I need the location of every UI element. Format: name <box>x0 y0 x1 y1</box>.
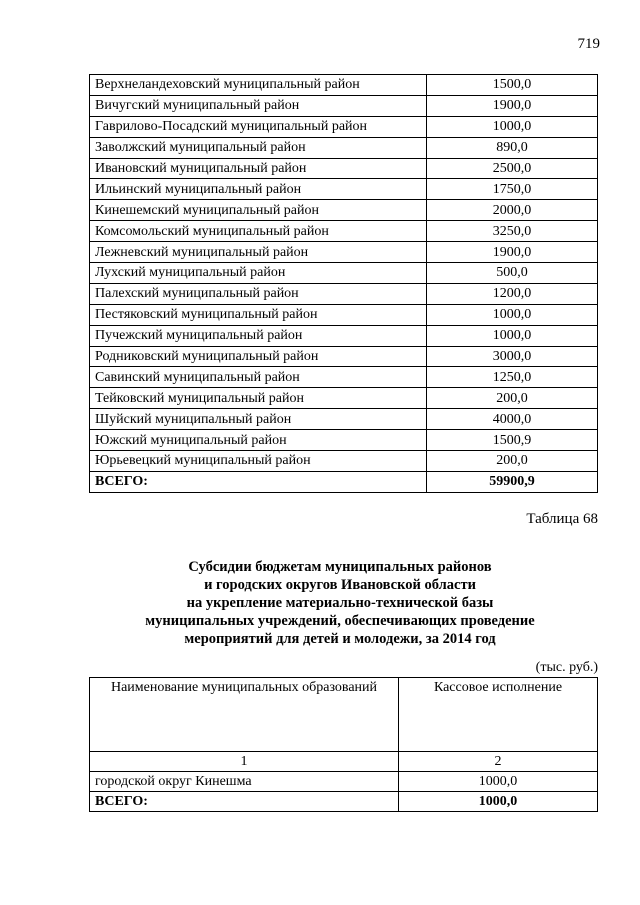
row-name: Ильинский муниципальный район <box>90 179 427 200</box>
table-row <box>90 242 598 263</box>
total-row <box>90 792 598 812</box>
row-name: Пестяковский муниципальный район <box>90 304 427 325</box>
unit-label: (тыс. руб.) <box>535 660 598 675</box>
row-name: Палехский муниципальный район <box>90 283 427 304</box>
table-row <box>90 367 598 388</box>
column-number-row <box>90 752 598 772</box>
row-name: Лежневский муниципальный район <box>90 242 427 263</box>
row-name: Вичугский муниципальный район <box>90 95 427 116</box>
row-name: городской округ Кинешма <box>90 772 399 792</box>
row-value: 200,0 <box>427 451 598 472</box>
column-number: 2 <box>399 752 598 772</box>
row-value: 1500,9 <box>427 430 598 451</box>
row-name: Юрьевецкий муниципальный район <box>90 451 427 472</box>
row-name: Тейковский муниципальный район <box>90 388 427 409</box>
row-value: 890,0 <box>427 137 598 158</box>
title-line: муниципальных учреждений, обеспечивающих проведение <box>145 613 535 629</box>
row-value: 1900,0 <box>427 242 598 263</box>
row-value: 1500,0 <box>427 75 598 96</box>
row-name: Гаврилово-Посадский муниципальный район <box>90 116 427 137</box>
page-number: 719 <box>577 36 600 52</box>
table-row <box>90 116 598 137</box>
total-label: ВСЕГО: <box>90 792 399 812</box>
table-label: Таблица 68 <box>526 511 598 527</box>
column-number: 1 <box>90 752 399 772</box>
row-value: 2000,0 <box>427 200 598 221</box>
table-row <box>90 95 598 116</box>
row-name: Савинский муниципальный район <box>90 367 427 388</box>
row-value: 1000,0 <box>427 304 598 325</box>
table-row <box>90 283 598 304</box>
row-value: 3000,0 <box>427 346 598 367</box>
row-name: Пучежский муниципальный район <box>90 325 427 346</box>
row-name: Лухский муниципальный район <box>90 263 427 284</box>
table-row <box>90 221 598 242</box>
title-line: мероприятий для детей и молодежи, за 2014 год <box>184 631 496 647</box>
row-value: 4000,0 <box>427 409 598 430</box>
title-line: и городских округов Ивановской области <box>204 577 476 593</box>
row-value: 1200,0 <box>427 283 598 304</box>
row-value: 1000,0 <box>399 772 598 792</box>
row-name: Комсомольский муниципальный район <box>90 221 427 242</box>
row-name: Заволжский муниципальный район <box>90 137 427 158</box>
table-row <box>90 304 598 325</box>
table-row <box>90 772 598 792</box>
table-row <box>90 179 598 200</box>
table-title <box>80 558 600 648</box>
row-value: 1000,0 <box>427 325 598 346</box>
table-row <box>90 137 598 158</box>
row-value: 1000,0 <box>427 116 598 137</box>
row-name: Верхнеландеховский муниципальный район <box>90 75 427 96</box>
header-amount: Кассовое исполнение <box>399 678 598 752</box>
table-row <box>90 325 598 346</box>
row-name: Кинешемский муниципальный район <box>90 200 427 221</box>
table-row <box>90 451 598 472</box>
subsidy-table-previous <box>89 74 598 493</box>
title-line: на укрепление материально-технической базы <box>186 595 494 611</box>
total-value: 1000,0 <box>399 792 598 812</box>
table-row <box>90 409 598 430</box>
row-value: 2500,0 <box>427 158 598 179</box>
table-row <box>90 346 598 367</box>
row-value: 200,0 <box>427 388 598 409</box>
row-name: Родниковский муниципальный район <box>90 346 427 367</box>
row-value: 1750,0 <box>427 179 598 200</box>
table-row <box>90 430 598 451</box>
total-value: 59900,9 <box>427 471 598 492</box>
row-value: 3250,0 <box>427 221 598 242</box>
table-row <box>90 158 598 179</box>
row-name: Южский муниципальный район <box>90 430 427 451</box>
table-row <box>90 388 598 409</box>
header-row <box>90 678 598 752</box>
total-label: ВСЕГО: <box>90 471 427 492</box>
table-row <box>90 200 598 221</box>
row-value: 1250,0 <box>427 367 598 388</box>
row-value: 500,0 <box>427 263 598 284</box>
title-line: Субсидии бюджетам муниципальных районов <box>188 559 492 575</box>
table-row <box>90 263 598 284</box>
row-value: 1900,0 <box>427 95 598 116</box>
header-name: Наименование муниципальных образований <box>90 678 399 752</box>
row-name: Шуйский муниципальный район <box>90 409 427 430</box>
table-row <box>90 75 598 96</box>
row-name: Ивановский муниципальный район <box>90 158 427 179</box>
total-row <box>90 471 598 492</box>
subsidy-table-68 <box>89 677 598 812</box>
